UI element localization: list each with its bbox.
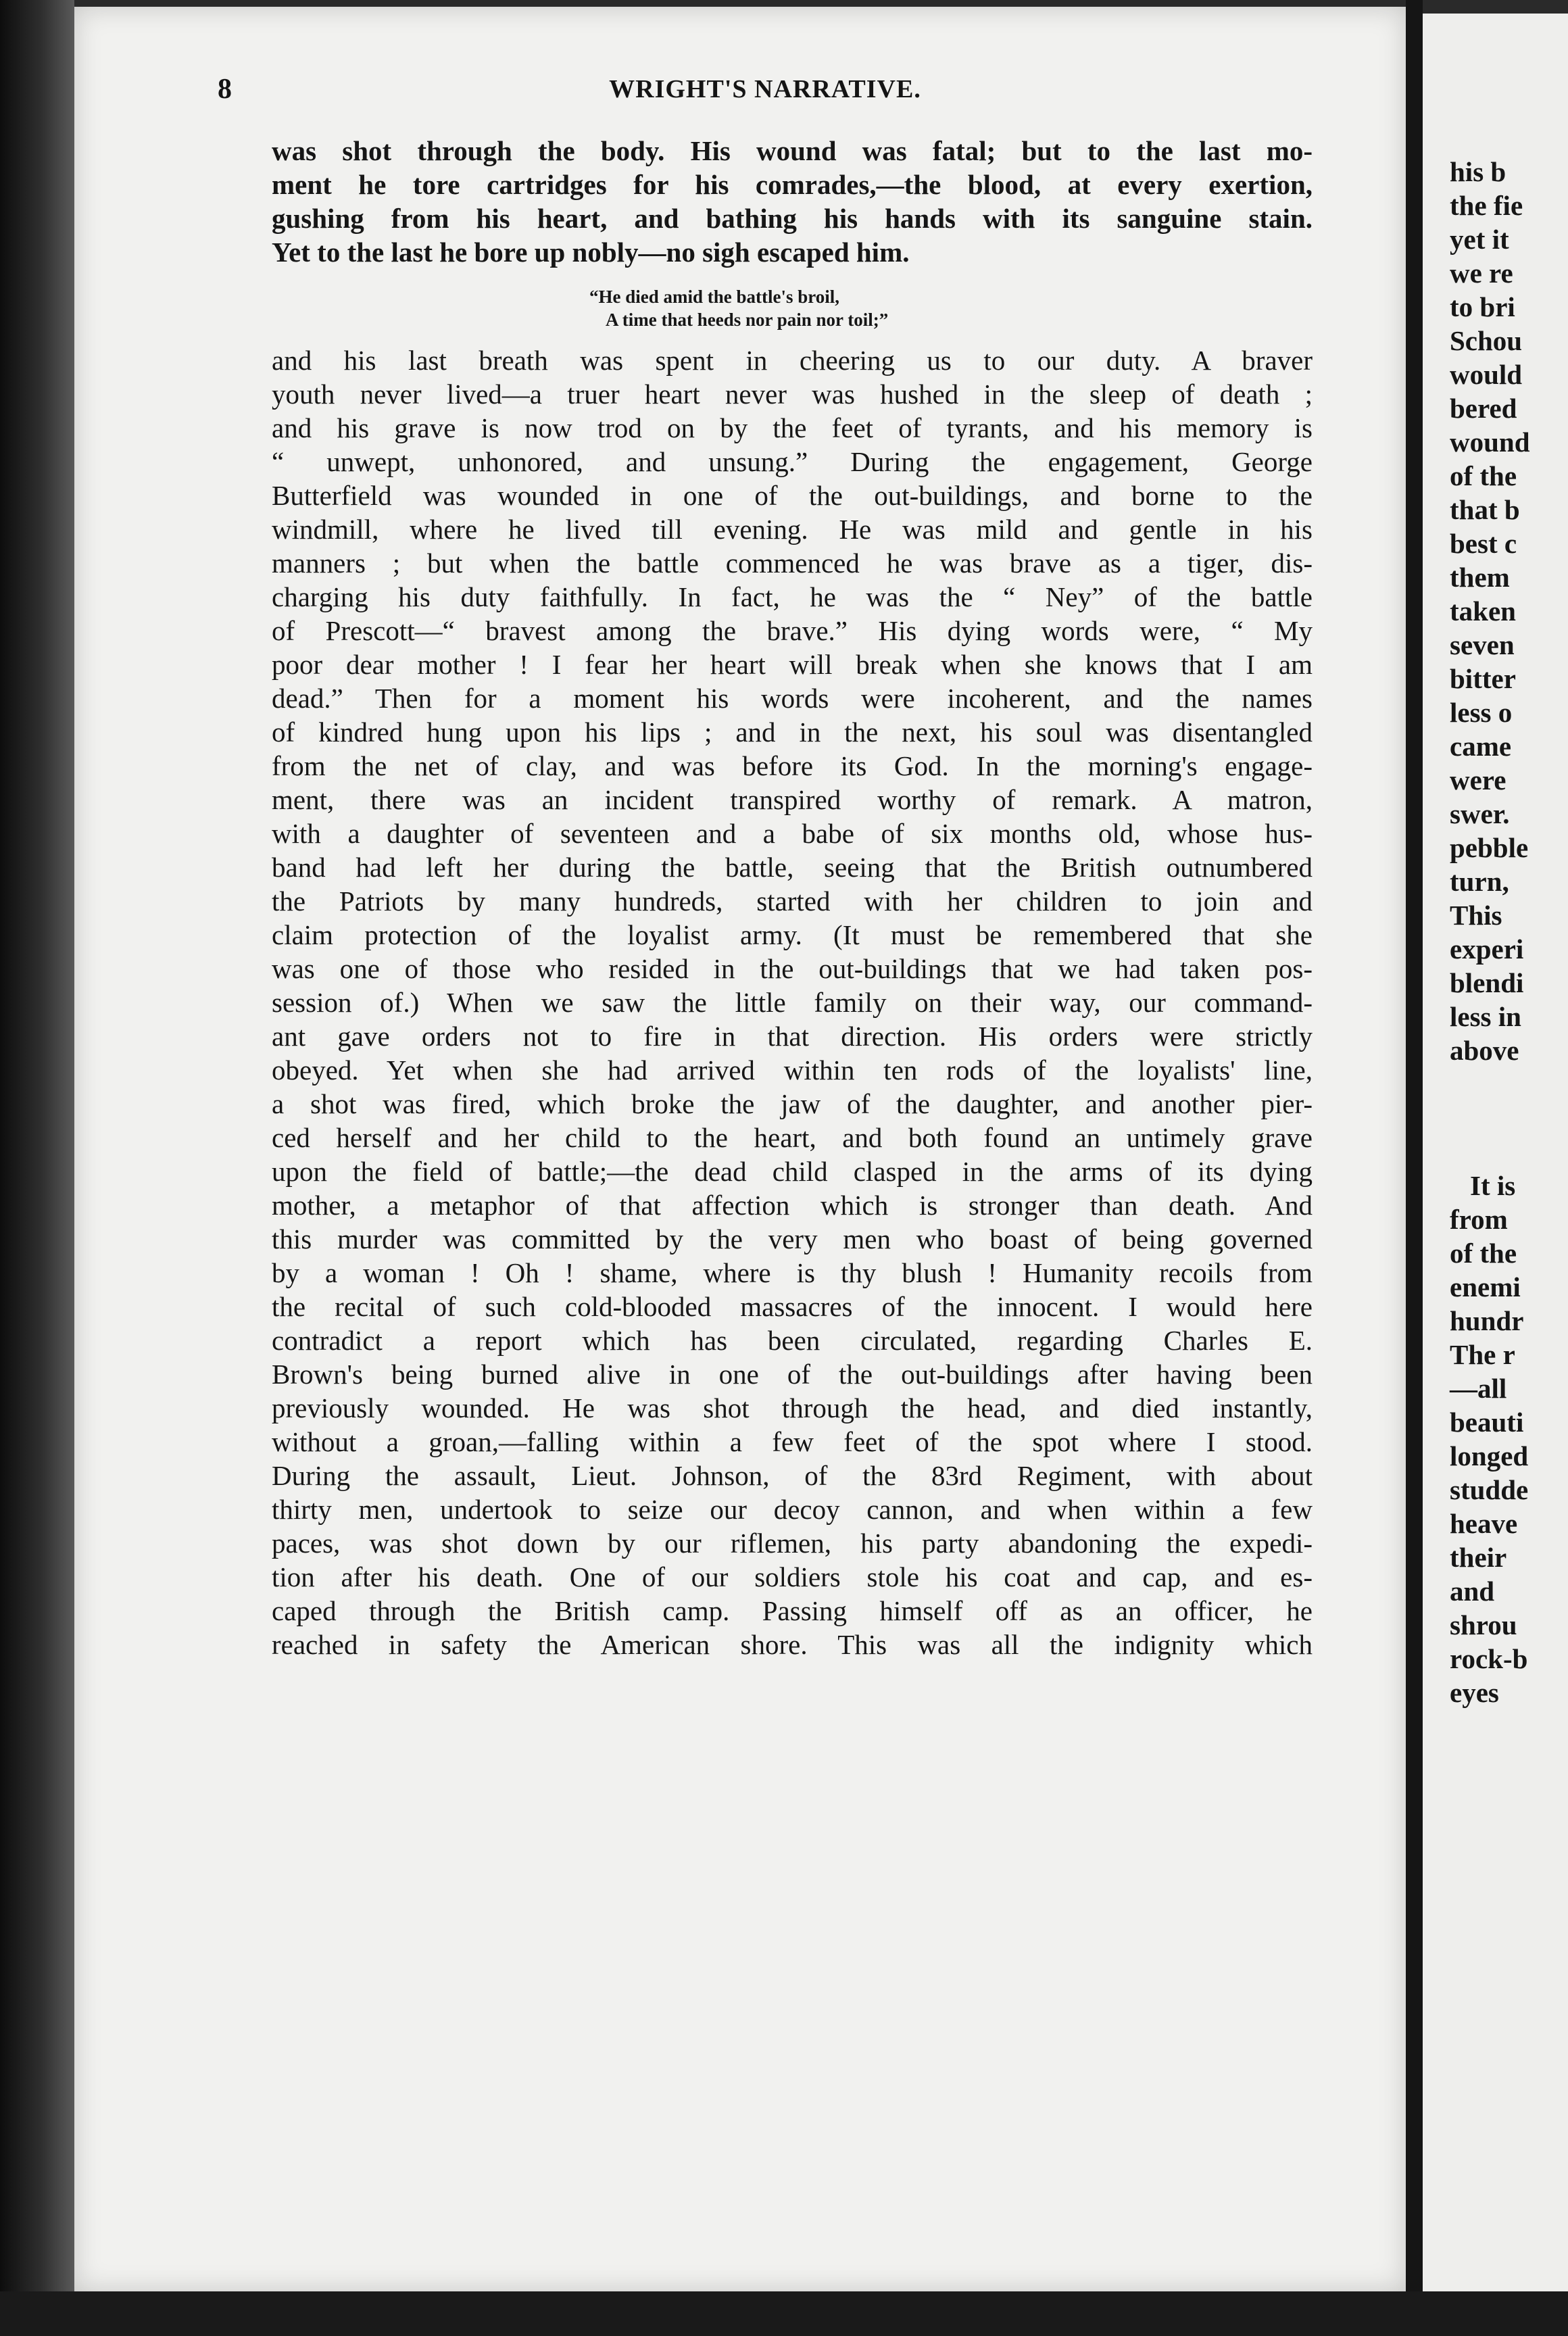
- fragment-line: longed: [1450, 1440, 1529, 1471]
- fragment-line: taken: [1450, 595, 1516, 627]
- text-line: During the assault, Lieut. Johnson, of the 83rd Regiment, with about: [272, 1460, 1313, 1491]
- fragment-line: blendi: [1450, 967, 1524, 998]
- fragment-line: enemi: [1450, 1271, 1521, 1303]
- fragment-line: less in: [1450, 1001, 1521, 1032]
- text-line: youth never lived—a truer heart never was hushed in the sleep of death ;: [272, 379, 1313, 410]
- text-line: ment he tore cartridges for his comrades,—the blood, at every exertion,: [272, 169, 1313, 200]
- text-line: was shot through the body. His wound was fatal; but to the last mo-: [272, 135, 1313, 166]
- text-line: tion after his death. One of our soldiers stole his coat and cap, and es-: [272, 1561, 1313, 1592]
- text-line: this murder was committed by the very men who boast of being governed: [272, 1223, 1313, 1255]
- scan-left-edge: [0, 0, 74, 2336]
- fragment-line: above: [1450, 1035, 1519, 1066]
- text-line: thirty men, undertook to seize our decoy cannon, and when within a few: [272, 1494, 1313, 1525]
- fragment-line: rock-b: [1450, 1643, 1528, 1674]
- text-line: gushing from his heart, and bathing his hands with its sanguine stain.: [272, 203, 1313, 234]
- fragment-line: hundr: [1450, 1305, 1524, 1336]
- text-line: poor dear mother ! I fear her heart will break when she knows that I am: [272, 649, 1313, 680]
- fragment-line: studde: [1450, 1474, 1529, 1505]
- scan-bottom-edge: [0, 2291, 1568, 2336]
- fragment-line: the fie: [1450, 190, 1523, 221]
- fragment-line: beauti: [1450, 1407, 1524, 1438]
- fragment-line: wound: [1450, 427, 1530, 458]
- fragment-line: less o: [1450, 697, 1513, 728]
- fragment-line: of the: [1450, 460, 1517, 491]
- fragment-line: It is: [1470, 1170, 1516, 1201]
- text-line: windmill, where he lived till evening. He was mild and gentle in his: [272, 514, 1313, 545]
- text-line: “ unwept, unhonored, and unsung.” During the engagement, George: [272, 446, 1313, 477]
- fragment-line: heave: [1450, 1508, 1518, 1539]
- fragment-line: were: [1450, 764, 1506, 796]
- fragment-line: The r: [1450, 1339, 1515, 1370]
- text-line: charging his duty faithfully. In fact, he was the “ Ney” of the battle: [272, 581, 1313, 612]
- fragment-line: to bri: [1450, 291, 1515, 322]
- text-line: reached in safety the American shore. This was all the indignity which: [272, 1629, 1313, 1660]
- fragment-line: we re: [1450, 258, 1513, 289]
- verse-line: A time that heeds nor pain nor toil;”: [606, 310, 889, 330]
- fragment-line: eyes: [1450, 1677, 1499, 1708]
- fragment-line: pebble: [1450, 832, 1529, 863]
- text-line: mother, a metaphor of that affection which is stronger than death. And: [272, 1190, 1313, 1221]
- text-line: contradict a report which has been circulated, regarding Charles E.: [272, 1325, 1313, 1356]
- fragment-line: of the: [1450, 1238, 1517, 1269]
- text-line: paces, was shot down by our riflemen, his party abandoning the expedi-: [272, 1528, 1313, 1559]
- fragment-line: from: [1450, 1204, 1508, 1235]
- text-line: upon the field of battle;—the dead child clasped in the arms of its dying: [272, 1156, 1313, 1187]
- adjacent-page-fragment: [1423, 14, 1568, 2291]
- fragment-line: shrou: [1450, 1609, 1517, 1640]
- fragment-line: that b: [1450, 494, 1520, 525]
- text-line: ment, there was an incident transpired worthy of remark. A matron,: [272, 784, 1313, 815]
- verse-line: “He died amid the battle's broil,: [589, 287, 840, 307]
- fragment-line: seven: [1450, 629, 1515, 660]
- page-header: [218, 73, 1313, 114]
- text-line: obeyed. Yet when she had arrived within ten rods of the loyalists' line,: [272, 1054, 1313, 1086]
- text-line: with a daughter of seventeen and a babe of six months old, whose hus-: [272, 818, 1313, 849]
- fragment-line: his b: [1450, 156, 1506, 187]
- text-line: the recital of such cold-blooded massacres of the innocent. I would here: [272, 1291, 1313, 1322]
- text-line: ant gave orders not to fire in that direction. His orders were strictly: [272, 1021, 1313, 1052]
- text-line: was one of those who resided in the out-buildings that we had taken pos-: [272, 953, 1313, 984]
- text-line: dead.” Then for a moment his words were incoherent, and the names: [272, 683, 1313, 714]
- fragment-line: and: [1450, 1576, 1495, 1607]
- text-line: and his grave is now trod on by the feet of tyrants, and his memory is: [272, 412, 1313, 443]
- text-line: claim protection of the loyalist army. (It must be remembered that she: [272, 919, 1313, 950]
- fragment-line: Schou: [1450, 325, 1523, 356]
- text-line: Brown's being burned alive in one of the out-buildings after having been: [272, 1359, 1313, 1390]
- text-line: from the net of clay, and was before its God. In the morning's engage-: [272, 750, 1313, 781]
- fragment-line: their: [1450, 1542, 1507, 1573]
- book-gutter: [1406, 0, 1423, 2336]
- text-line: a shot was fired, which broke the jaw of the daughter, and another pier-: [272, 1088, 1313, 1119]
- fragment-line: experi: [1450, 933, 1524, 965]
- page-number: 8: [218, 74, 232, 105]
- fragment-line: them: [1450, 562, 1510, 593]
- fragment-line: bered: [1450, 393, 1517, 424]
- running-head: WRIGHT'S NARRATIVE.: [609, 75, 921, 103]
- fragment-line: swer.: [1450, 798, 1510, 829]
- text-line: caped through the British camp. Passing himself off as an officer, he: [272, 1595, 1313, 1626]
- text-line: the Patriots by many hundreds, started with her children to join and: [272, 885, 1313, 917]
- fragment-line: yet it: [1450, 224, 1509, 255]
- text-line: and his last breath was spent in cheering us to our duty. A braver: [272, 345, 1313, 376]
- text-line: by a woman ! Oh ! shame, where is thy blush ! Humanity recoils from: [272, 1257, 1313, 1288]
- text-line: band had left her during the battle, seeing that the British outnumbered: [272, 852, 1313, 883]
- text-line: session of.) When we saw the little family on their way, our command-: [272, 987, 1313, 1018]
- text-line: Yet to the last he bore up nobly—no sigh escaped him.: [272, 237, 910, 268]
- text-line: of kindred hung upon his lips ; and in the next, his soul was disentangled: [272, 716, 1313, 748]
- fragment-line: turn,: [1450, 866, 1509, 897]
- fragment-line: —all: [1450, 1373, 1507, 1404]
- fragment-line: came: [1450, 731, 1512, 762]
- text-line: manners ; but when the battle commenced he was brave as a tiger, dis-: [272, 548, 1313, 579]
- text-line: ced herself and her child to the heart, and both found an untimely grave: [272, 1122, 1313, 1153]
- text-line: previously wounded. He was shot through the head, and died instantly,: [272, 1392, 1313, 1424]
- fragment-line: bitter: [1450, 663, 1516, 694]
- text-line: of Prescott—“ bravest among the brave.” His dying words were, “ My: [272, 615, 1313, 646]
- fragment-line: would: [1450, 359, 1523, 390]
- text-line: without a groan,—falling within a few feet of the spot where I stood.: [272, 1426, 1313, 1457]
- fragment-line: This: [1450, 900, 1502, 931]
- text-line: Butterfield was wounded in one of the out-buildings, and borne to the: [272, 480, 1313, 511]
- fragment-line: best c: [1450, 528, 1517, 559]
